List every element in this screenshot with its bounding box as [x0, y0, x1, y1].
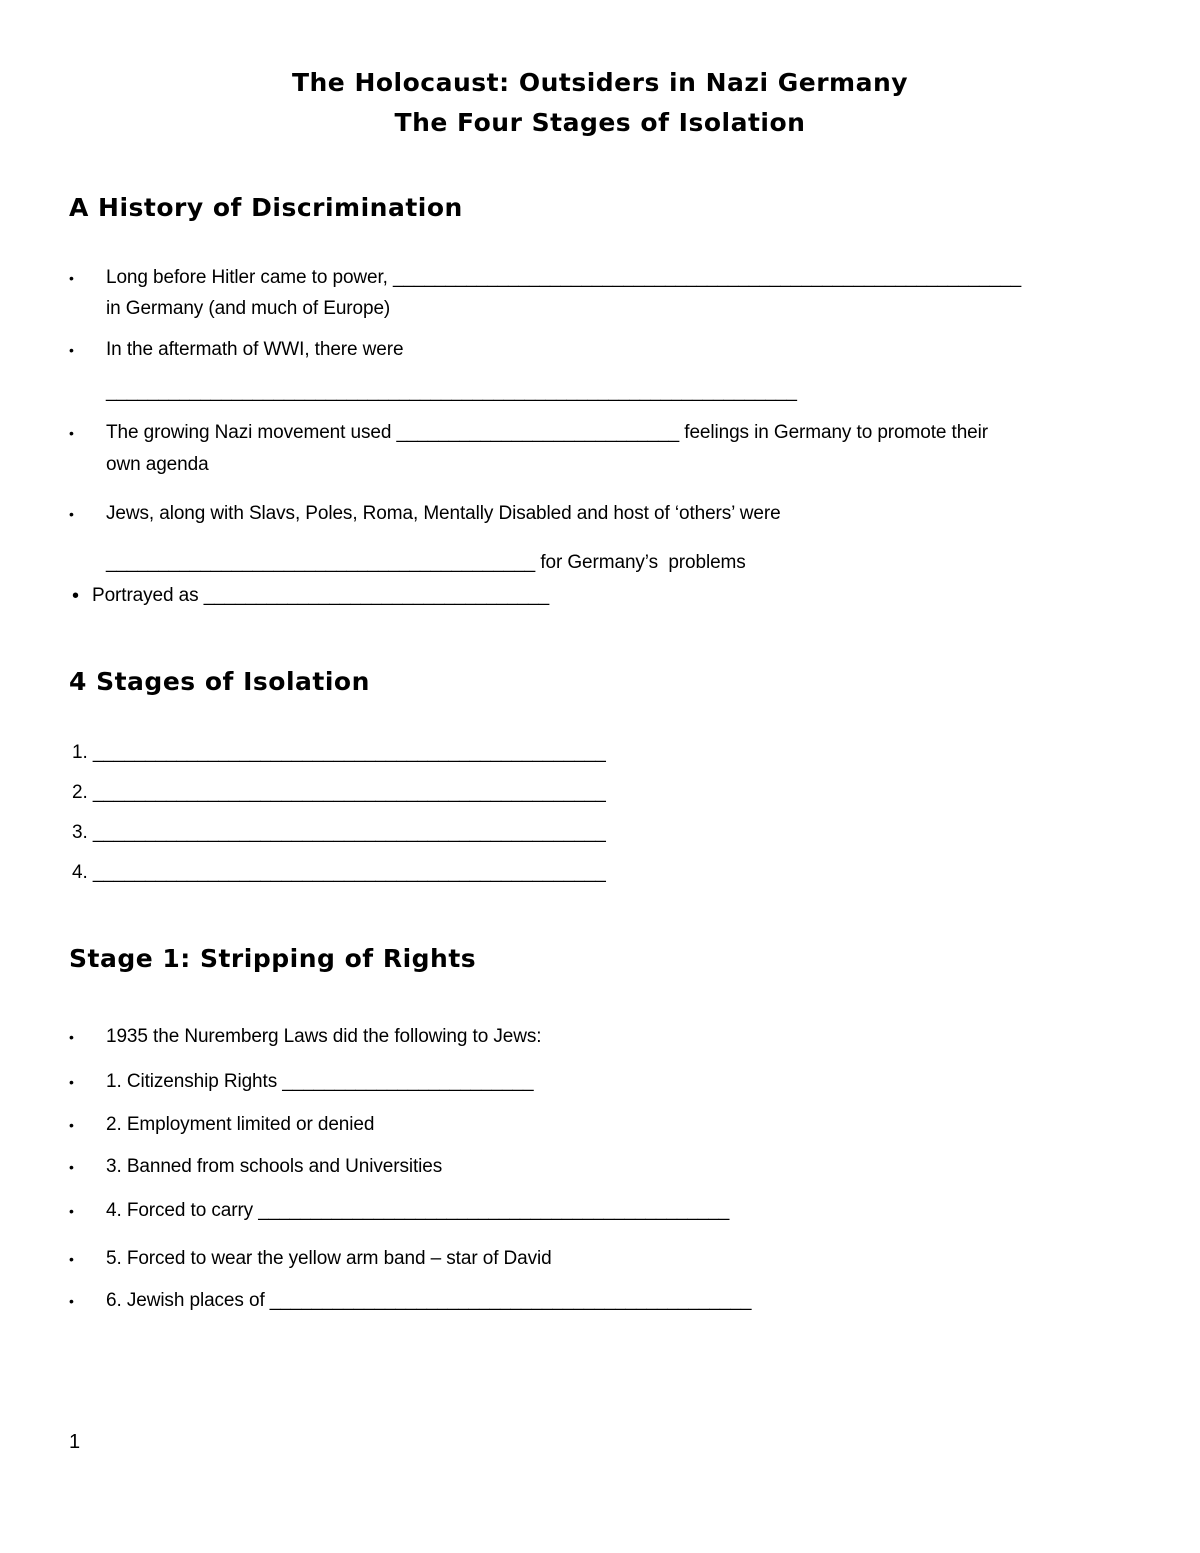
bullet-icon: • [69, 1074, 74, 1090]
history-item-1-line-2: in Germany (and much of Europe) [106, 298, 391, 319]
bullet-icon: • [69, 1293, 74, 1309]
bullet-icon: • [69, 342, 74, 358]
stage-blank-4: 4. _________________________________________________ [72, 862, 606, 883]
rights-item-4: 3. Banned from schools and Universities [106, 1156, 443, 1177]
page-number: 1 [69, 1431, 81, 1453]
section-heading-stage-1: Stage 1: Stripping of Rights [69, 944, 477, 973]
rights-item-1: 1935 the Nuremberg Laws did the following to Jews: [106, 1026, 542, 1047]
bullet-icon: • [69, 1029, 74, 1045]
bullet-icon: • [72, 585, 80, 607]
page-title: The Holocaust: Outsiders in Nazi Germany [291, 68, 909, 97]
bullet-icon: • [69, 1203, 74, 1219]
stage-blank-2: 2. _________________________________________________ [72, 782, 606, 803]
history-item-5: Portrayed as _________________________________ [92, 585, 550, 606]
rights-item-3: 2. Employment limited or denied [106, 1114, 375, 1135]
history-item-1-line-1: Long before Hitler came to power, ____________________________________________________________ [106, 267, 1022, 288]
page-subtitle: The Four Stages of Isolation [394, 108, 806, 137]
section-heading-stages: 4 Stages of Isolation [69, 667, 370, 696]
rights-item-7: 6. Jewish places of ______________________________________________ [106, 1290, 752, 1311]
bullet-icon: • [69, 270, 74, 286]
rights-item-2: 1. Citizenship Rights ________________________ [106, 1071, 534, 1092]
section-heading-history: A History of Discrimination [69, 193, 463, 222]
history-item-3-line-2: own agenda [106, 454, 209, 475]
history-item-4-line-1: Jews, along with Slavs, Poles, Roma, Mentally Disabled and host of ‘others’ were [106, 503, 781, 524]
bullet-icon: • [69, 425, 74, 441]
history-item-2-line-1: In the aftermath of WWI, there were [106, 339, 404, 360]
history-item-4-line-2: _________________________________________ for Germany’s problems [106, 552, 746, 573]
stage-blank-3: 3. _________________________________________________ [72, 822, 606, 843]
bullet-icon: • [69, 506, 74, 522]
history-item-3-line-1: The growing Nazi movement used ___________________________ feelings in Germany to promote their [106, 422, 988, 443]
history-item-2-line-2: __________________________________________________________________ [106, 381, 797, 402]
bullet-icon: • [69, 1117, 74, 1133]
bullet-icon: • [69, 1251, 74, 1267]
rights-item-5: 4. Forced to carry _____________________________________________ [106, 1200, 730, 1221]
bullet-icon: • [69, 1159, 74, 1175]
stage-blank-1: 1. _________________________________________________ [72, 742, 606, 763]
rights-item-6: 5. Forced to wear the yellow arm band – star of David [106, 1248, 552, 1269]
